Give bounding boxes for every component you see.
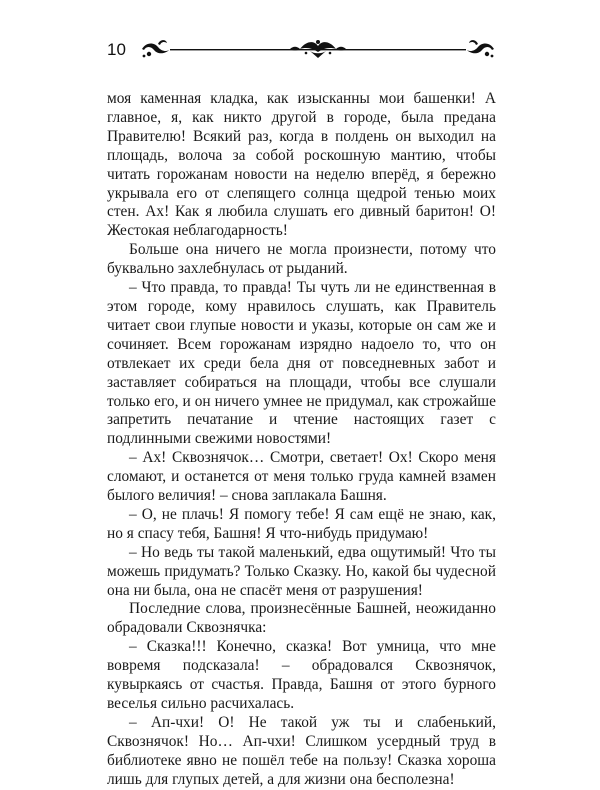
paragraph: Больше она ничего не могла произнести, потому что буквально захлебнулась от рыданий.: [107, 241, 496, 278]
paragraph: – Ап-чхи! О! Не такой уж ты и слабенький, Сквознячок! Но… Ап-чхи! Слишком усердный труд в библиотеке явно не пошёл тебе на пользу! Сказка хороша лишь для глупых детей, а для жизни она бесполезна!: [107, 713, 496, 788]
paragraph: Последние слова, произнесённые Башней, неожиданно обрадовали Сквознячка:: [107, 600, 496, 637]
decorative-divider-ornament: [140, 36, 496, 64]
paragraph: – Сказка!!! Конечно, сказка! Вот умница, что мне вовремя подсказала! – обрадовался Сквознячок, кувыркаясь от счастья. Правда, Башня от этого бурного веселья сильно расчихалась.: [107, 638, 496, 712]
page-number: 10: [107, 40, 126, 59]
paragraph: – О, не плачь! Я помогу тебе! Я сам ещё не знаю, как, но я спасу тебя, Башня! Я что-нибудь придумаю!: [107, 505, 496, 542]
paragraph: – Ах! Сквознячок… Смотри, светает! Ох! Скоро меня сломают, и останется от меня только груда камней взамен былого величия! – снова заплакала Башня.: [107, 449, 496, 505]
page-header: [0, 0, 600, 80]
paragraph: – Что правда, то правда! Ты чуть ли не единственная в этом городе, кому нравилось слушать, как Правитель читает свои глупые новости и указы, которые он сам же и сочиняет. Всем горожанам изрядно надоело то, что он отвлекает их среди бела дня от повседневных забот и заставляет собираться на площади, чтобы все слушали только его, и он ничего умнее не придумал, как строжайше запретить печатание и чтение настоящих газет с подлинными свежими новостями!: [107, 279, 496, 448]
paragraph: – Но ведь ты такой маленький, едва ощутимый! Что ты можешь придумать? Только Сказку. Но, какой бы чудесной она ни была, она не спасёт меня от разрушения!: [107, 543, 496, 599]
story-text: [107, 90, 496, 790]
paragraph: моя каменная кладка, как изысканны мои башенки! А главное, я, как никто другой в городе, была предана Правителю! Всякий раз, когда в полдень он выходил на площадь, волоча за собой роскошную мантию, чтобы читать горожанам новости на неделю вперёд, я бережно укрывала его от слепящего солнца щедрой тенью моих стен. Ах! Как я любила слушать его дивный баритон! О! Жестокая неблагодарность!: [107, 90, 496, 240]
